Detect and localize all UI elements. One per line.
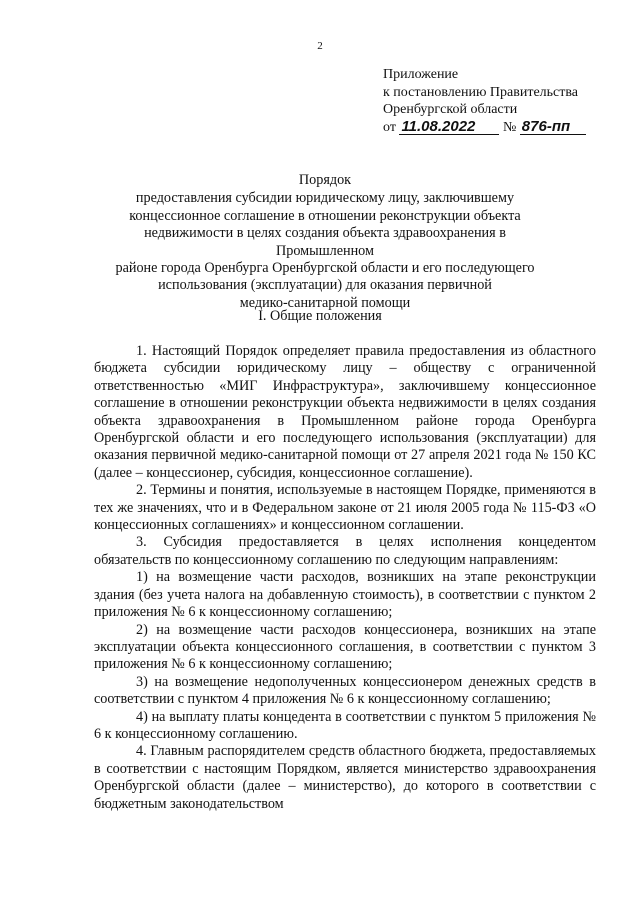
title-line: недвижимости в целях создания объекта здравоохранения в Промышленном bbox=[144, 225, 506, 259]
title-line: районе города Оренбурга Оренбургской области и его последующего bbox=[115, 260, 535, 277]
list-item: 4) на выплату платы концедента в соответствии с пунктом 5 приложения № 6 к концессионному соглашению. bbox=[94, 708, 596, 742]
appendix-region: Оренбургской области bbox=[383, 102, 518, 117]
appendix-title: Приложение bbox=[383, 67, 459, 82]
title-line: использования (эксплуатации) для оказания первичной bbox=[158, 277, 492, 294]
appendix-date-line bbox=[383, 119, 623, 137]
number-prefix: № bbox=[502, 119, 517, 135]
appendix-reference: к постановлению Правительства bbox=[383, 84, 579, 100]
section-heading: I. Общие положения bbox=[258, 308, 382, 324]
document-title bbox=[110, 172, 540, 312]
list-item: 3) на возмещение недополученных концессионером денежных средств в соответствии с пунктом 4 приложения № 6 к концессионному соглашению; bbox=[94, 673, 596, 708]
list-item: 1) на возмещение части расходов, возникших на этапе реконструкции здания (без учета налога на добавленную стоимость), в соответствии с пунктом 2 приложения № 6 к концессионному соглашению; bbox=[94, 569, 596, 621]
title-line: концессионное соглашение в отношении реконструкции объекта bbox=[129, 207, 521, 224]
list-item: 2) на возмещение части расходов концессионера, возникших на этапе эксплуатации объекта концессионного соглашения, в соответствии с пунктом 3 приложения № 6 к концессионному соглашению; bbox=[94, 621, 596, 673]
page-number: 2 bbox=[317, 40, 323, 52]
title-line: предоставления субсидии юридическому лицу, заключившему bbox=[135, 190, 515, 207]
title-heading: Порядок bbox=[298, 172, 352, 188]
paragraph: 2. Термины и понятия, используемые в настоящем Порядке, применяются в тех же значениях, что и в Федеральном законе от 21 июля 2005 года № 115-ФЗ «О концессионных соглашениях» и концессионном соглашении. bbox=[94, 482, 596, 534]
handwritten-date: 11.08.2022 bbox=[399, 119, 499, 135]
paragraph: 4. Главным распорядителем средств областного бюджета, предоставляемых в соответствии с настоящим Порядком, является министерство здравоохранения Оренбургской области (далее – министерство), до которого в соответствии с бюджетным законодательством bbox=[94, 743, 596, 812]
body-text bbox=[94, 343, 596, 813]
paragraph: 3. Субсидия предоставляется в целях исполнения концедентом обязательств по концессионному соглашению по следующим направлениям: bbox=[94, 534, 596, 568]
date-prefix: от bbox=[383, 119, 396, 135]
appendix-block bbox=[383, 66, 623, 136]
paragraph: 1. Настоящий Порядок определяет правила предоставления из областного бюджета субсидии юридическому лицу – обществу с ограниченной ответственностью «МИГ Инфраструктура», заключившему концессионное соглашение в отношении реконструкции объекта недвижимости в целях создания объекта здравоохранения в Промышленном районе города Оренбурга Оренбургской области и его последующего использования (эксплуатации) для оказания первичной медико-санитарной помощи от 27 апреля 2021 года № 150 КС (далее – концессионер, субсидия, концессионное соглашение). bbox=[94, 343, 596, 481]
title-line: медико-санитарной помощи bbox=[239, 294, 411, 311]
handwritten-number: 876-пп bbox=[520, 119, 586, 135]
